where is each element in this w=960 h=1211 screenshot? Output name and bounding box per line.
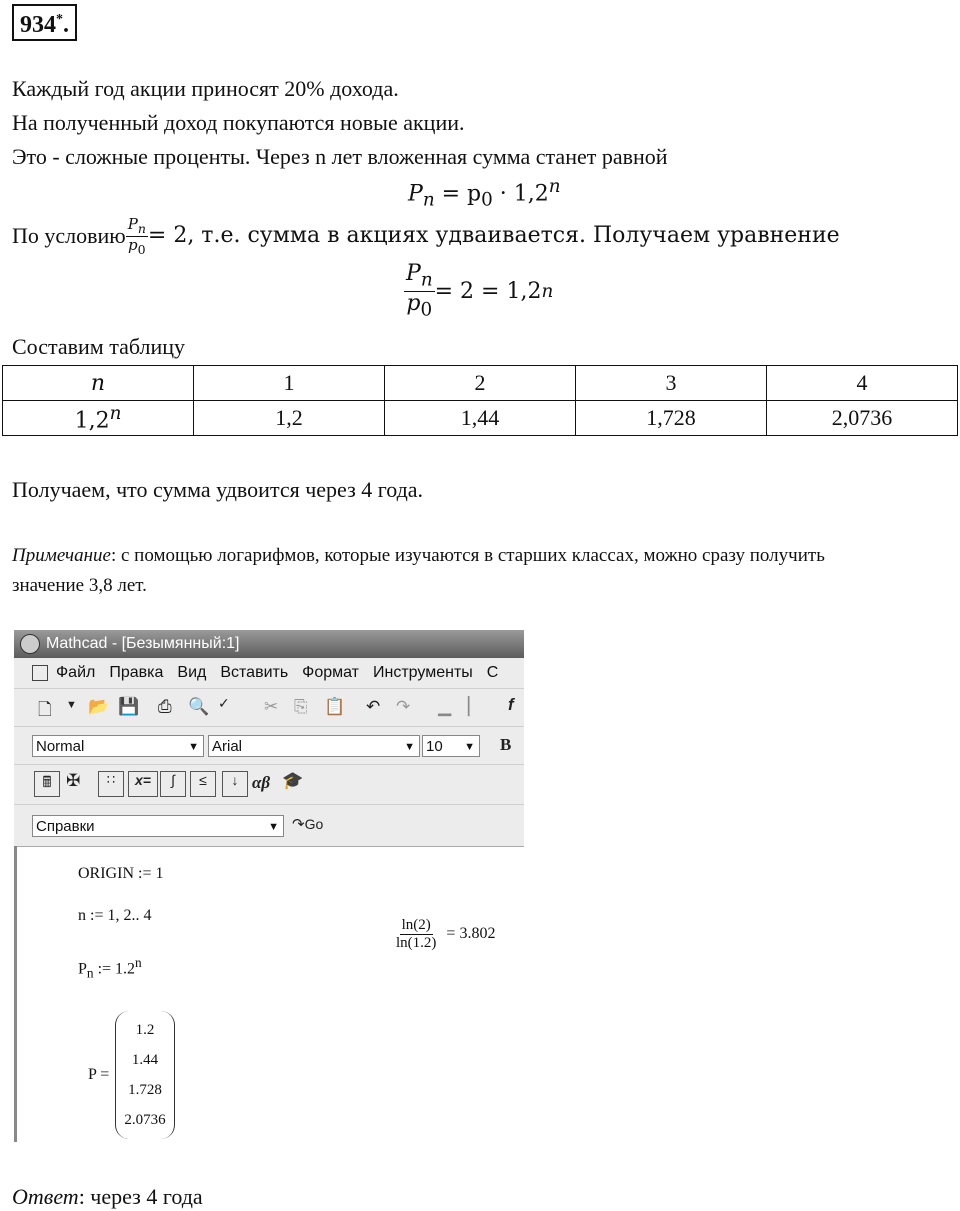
powers-table — [2, 365, 958, 436]
table-cell: 1,728 — [576, 401, 767, 436]
evaluation-icon[interactable]: x= — [128, 771, 158, 797]
mathcad-window — [14, 630, 524, 1142]
graph-icon[interactable]: ✠ — [66, 771, 81, 790]
table-cell: 4 — [767, 366, 958, 401]
document-icon[interactable] — [32, 665, 48, 681]
note-line-2: значение 3,8 лет. — [12, 575, 147, 596]
text-line-2: На полученный доход покупаются новые акции. — [12, 110, 465, 135]
window-title: Mathcad - [Безымянный:1] — [46, 635, 240, 652]
menu-edit[interactable]: Правка — [109, 664, 164, 681]
log-expression: $\frac{\ln(2)}{\ln(1.2)}$ = 3.802 — [396, 917, 496, 951]
print-icon[interactable]: ⎙ — [158, 697, 172, 716]
formula-compound: $P_n = p_0 \cdot 1,2^n$ — [408, 176, 561, 211]
table-row — [3, 401, 958, 436]
table-header-cell: 1,2$^n$ — [3, 401, 194, 436]
open-folder-icon[interactable]: 📂 — [88, 697, 110, 716]
align-top-icon[interactable]: ▁ — [438, 697, 452, 716]
p-definition: $P_n$ := $1.2^n$ — [78, 955, 142, 981]
p-vector: P = 1.2 1.44 1.728 2.0736 — [88, 1011, 175, 1139]
copy-icon[interactable]: ⎘ — [294, 697, 308, 716]
vector-element: 1.44 — [131, 1052, 159, 1068]
note-line-1: Примечание: с помощью логарифмов, которые изучаются в старших классах, можно сразу получить — [12, 545, 825, 566]
menu-file[interactable]: Файл — [56, 664, 96, 681]
answer-label: Ответ — [12, 1184, 79, 1209]
text-line-3: Это - сложные проценты. Через n лет вложенная сумма станет равной — [12, 144, 668, 169]
function-icon[interactable]: f — [508, 695, 514, 714]
worksheet — [14, 846, 524, 1142]
calculator-icon[interactable]: 🖩 — [34, 771, 60, 797]
menu-bar — [14, 658, 524, 688]
cut-icon[interactable]: ✂ — [264, 697, 279, 716]
menu-view[interactable]: Вид — [177, 664, 207, 681]
conclusion-text: Получаем, что сумма удвоится через 4 года. — [12, 477, 424, 502]
chevron-down-icon: ▼ — [268, 821, 279, 833]
menu-format[interactable]: Формат — [302, 664, 360, 681]
new-document-icon[interactable]: 🗋 — [38, 700, 52, 719]
bold-button[interactable]: B — [500, 735, 512, 754]
symbolic-icon[interactable]: 🎓 — [282, 771, 304, 790]
text-line-5: Составим таблицу — [12, 334, 186, 359]
undo-icon[interactable]: ↶ — [366, 697, 381, 716]
note-label: Примечание — [12, 545, 111, 566]
vector-element: 1.728 — [128, 1082, 162, 1098]
range-definition: n := 1, 2.. 4 — [78, 907, 152, 924]
help-select[interactable]: Справки ▼ — [32, 815, 284, 837]
paste-icon[interactable]: 📋 — [324, 697, 346, 716]
boolean-icon[interactable]: ≤ — [190, 771, 216, 797]
menu-insert[interactable]: Вставить — [220, 664, 289, 681]
style-select[interactable]: Normal ▼ — [32, 735, 204, 757]
greek-icon[interactable]: αβ — [252, 773, 271, 792]
result-vector — [115, 1011, 174, 1139]
resources-toolbar — [14, 804, 524, 847]
menu-tools[interactable]: Инструменты — [373, 664, 473, 681]
calculus-icon[interactable]: ∫ — [160, 771, 186, 797]
programming-icon[interactable]: ↓ — [222, 771, 248, 797]
table-cell: 1,2 — [194, 401, 385, 436]
table-header-cell: n — [3, 366, 194, 401]
table-cell: 1,44 — [385, 401, 576, 436]
math-toolbar — [14, 764, 524, 805]
table-cell: 3 — [576, 366, 767, 401]
vector-element: 2.0736 — [124, 1112, 166, 1128]
condition-fraction: $\frac{P_n}{p_0}$ — [127, 214, 146, 257]
vector-element: 1.2 — [135, 1022, 155, 1038]
matrix-icon[interactable]: ∷ — [98, 771, 124, 797]
save-icon[interactable]: 💾 — [118, 697, 140, 716]
table-cell: 2,0736 — [767, 401, 958, 436]
redo-icon[interactable]: ↷ — [396, 697, 411, 716]
formula-equation: $\frac{P_n}{p_0}$ = 2 = 1,2 n — [406, 261, 554, 320]
size-select[interactable]: 10 ▼ — [422, 735, 480, 757]
align-left-icon[interactable]: ▏ — [468, 697, 482, 716]
origin-definition: ORIGIN := 1 — [78, 865, 164, 882]
text-line-4: По условию $\frac{P_n}{p_0}$ = 2, т.е. сумма в акциях удваивается. Получаем уравнение — [12, 214, 840, 257]
font-select[interactable]: Arial ▼ — [208, 735, 420, 757]
answer-line: Ответ: через 4 года — [12, 1184, 203, 1209]
chevron-down-icon: ▼ — [188, 741, 199, 753]
chevron-down-icon: ▼ — [404, 741, 415, 753]
go-button[interactable]: ↷Go — [292, 816, 324, 833]
formatting-toolbar — [14, 726, 524, 765]
problem-number: 934*. — [12, 4, 77, 41]
chevron-down-icon: ▼ — [464, 741, 475, 753]
window-edge — [14, 846, 17, 1142]
table-cell: 1 — [194, 366, 385, 401]
print-preview-icon[interactable]: 🔍 — [188, 697, 210, 716]
spellcheck-icon[interactable]: ✓ — [218, 695, 230, 711]
standard-toolbar — [14, 688, 524, 727]
table-cell: 2 — [385, 366, 576, 401]
menu-more[interactable]: С — [486, 664, 499, 681]
mathcad-app-icon — [20, 634, 40, 654]
mathcad-titlebar — [14, 630, 524, 658]
chevron-down-icon[interactable]: ▼ — [66, 699, 77, 711]
table-row — [3, 366, 958, 401]
text-line-1: Каждый год акции приносят 20% дохода. — [12, 76, 399, 101]
